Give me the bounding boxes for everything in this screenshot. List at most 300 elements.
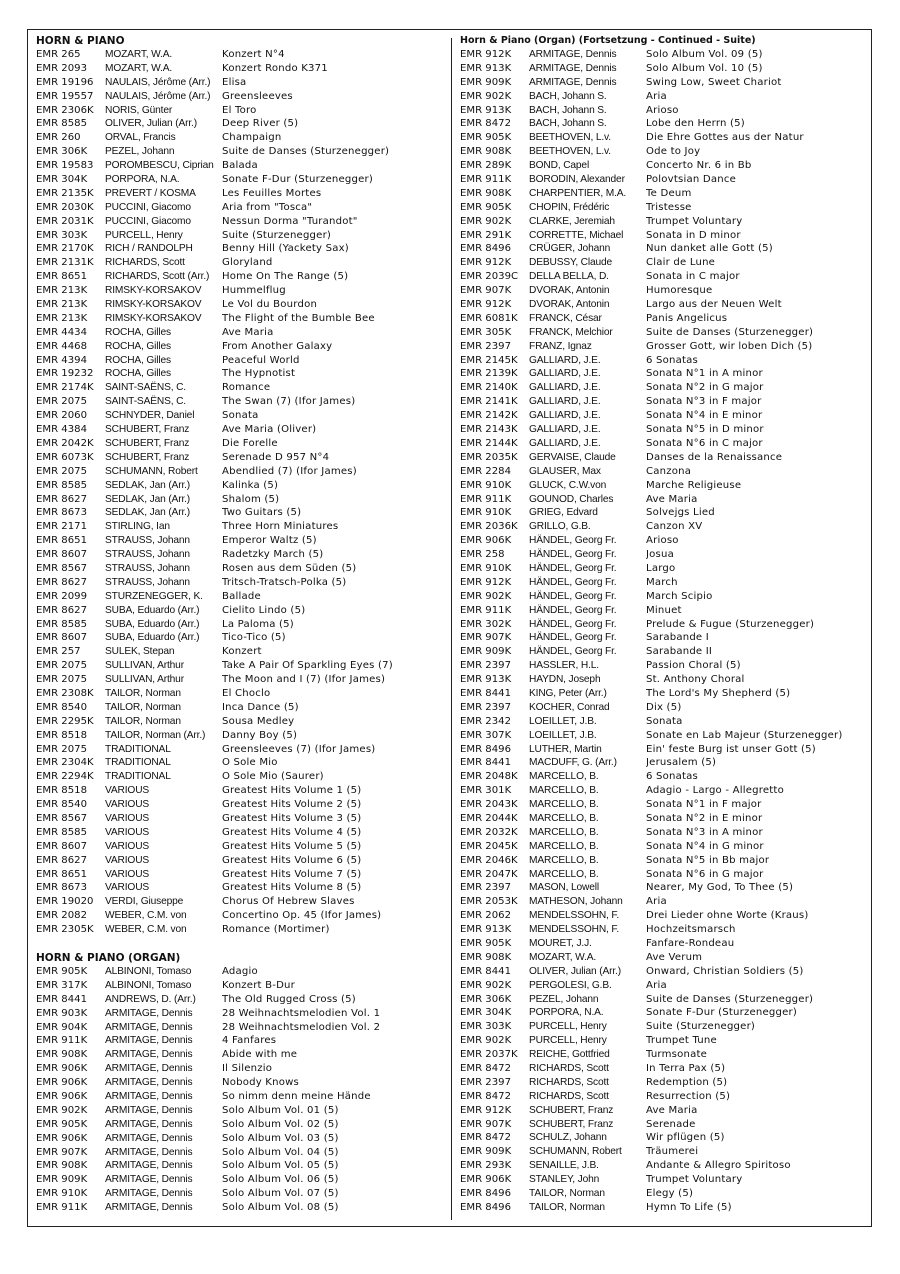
catalog-number: EMR 909K — [460, 646, 512, 658]
composer-name: SEDLAK, Jan (Arr.) — [105, 507, 191, 519]
catalog-number: EMR 2145K — [460, 354, 518, 366]
work-title: Champaign — [222, 132, 282, 144]
catalog-entry — [460, 1090, 868, 1104]
catalog-number: EMR 906K — [36, 1063, 88, 1075]
work-title: Solo Album Vol. 05 (5) — [222, 1160, 339, 1172]
composer-name: STURZENEGGER, K. — [105, 590, 203, 602]
work-title: 6 Sonatas — [646, 354, 698, 366]
work-title: Sonata N°4 in E minor — [646, 410, 763, 422]
composer-name: SCHUBERT, Franz — [105, 437, 190, 449]
composer-name: MARCELLO, B. — [529, 826, 599, 838]
composer-name: PREVERT / KOSMA — [105, 187, 196, 199]
composer-name: SCHUBERT, Franz — [105, 451, 190, 463]
catalog-number: EMR 911K — [36, 1035, 88, 1047]
catalog-entry — [460, 520, 868, 534]
composer-name: MENDELSSOHN, F. — [529, 910, 620, 922]
work-title: Die Forelle — [222, 437, 278, 449]
catalog-number: EMR 2139K — [460, 368, 518, 380]
composer-name: MOZART, W.A. — [105, 62, 173, 74]
composer-name: PURCELL, Henry — [529, 1035, 607, 1047]
catalog-entry — [36, 298, 444, 312]
work-title: Sonata N°6 in G major — [646, 868, 764, 880]
composer-name: STANLEY, John — [529, 1174, 600, 1186]
composer-name: CLARKE, Jeremiah — [529, 215, 615, 227]
composer-name: MARCELLO, B. — [529, 840, 599, 852]
work-title: The Moon and I (7) (Ifor James) — [222, 674, 386, 686]
composer-name: ARMITAGE, Dennis — [105, 1118, 193, 1130]
composer-name: HASSLER, H.L. — [529, 660, 599, 672]
catalog-number: EMR 2174K — [36, 382, 94, 394]
work-title: Three Horn Miniatures — [222, 521, 339, 533]
work-title: The Old Rugged Cross (5) — [222, 993, 356, 1005]
catalog-entry — [460, 1062, 868, 1076]
catalog-number: EMR 213K — [36, 299, 88, 311]
catalog-entry — [36, 326, 444, 340]
catalog-number: EMR 910K — [460, 479, 512, 491]
composer-name: OLIVER, Julian (Arr.) — [105, 118, 197, 130]
catalog-number: EMR 8567 — [36, 812, 87, 824]
work-title: The Hypnotist — [222, 368, 296, 380]
catalog-entry — [36, 117, 444, 131]
catalog-number: EMR 8607 — [36, 840, 87, 852]
catalog-entry — [460, 1034, 868, 1048]
catalog-entry — [460, 242, 868, 256]
catalog-entry — [460, 673, 868, 687]
composer-name: BACH, Johann S. — [529, 104, 607, 116]
work-title: Largo aus der Neuen Welt — [646, 299, 782, 311]
catalog-number: EMR 908K — [460, 146, 512, 158]
catalog-entry — [36, 812, 444, 826]
catalog-number: EMR 301K — [460, 785, 512, 797]
work-title: Panis Angelicus — [646, 312, 728, 324]
catalog-number: EMR 303K — [460, 1021, 512, 1033]
composer-name: VERDI, Giuseppe — [105, 896, 184, 908]
composer-name: VARIOUS — [105, 799, 150, 811]
catalog-entry — [460, 90, 868, 104]
catalog-entry — [460, 826, 868, 840]
catalog-number: EMR 317K — [36, 979, 88, 991]
catalog-number: EMR 2047K — [460, 868, 518, 880]
work-title: 4 Fanfares — [222, 1035, 277, 1047]
work-title: Abendlied (7) (Ifor James) — [222, 465, 357, 477]
section-heading-horn-piano: HORN & PIANO — [36, 35, 125, 47]
work-title: Peaceful World — [222, 354, 300, 366]
work-title: Onward, Christian Soldiers (5) — [646, 965, 804, 977]
catalog-number: EMR 8651 — [36, 535, 87, 547]
catalog-entry — [460, 631, 868, 645]
catalog-entry — [36, 437, 444, 451]
catalog-number: EMR 913K — [460, 104, 512, 116]
work-title: Andante & Allegro Spiritoso — [646, 1160, 791, 1172]
composer-name: ARMITAGE, Dennis — [105, 1104, 193, 1116]
catalog-number: EMR 8651 — [36, 868, 87, 880]
work-title: Radetzky March (5) — [222, 549, 324, 561]
catalog-entry — [460, 451, 868, 465]
work-title: Canzon XV — [646, 521, 703, 533]
catalog-entry — [36, 618, 444, 632]
composer-name: SAINT-SAËNS, C. — [105, 382, 186, 394]
catalog-number: EMR 2045K — [460, 840, 518, 852]
catalog-entry — [36, 173, 444, 187]
composer-name: ARMITAGE, Dennis — [105, 1035, 193, 1047]
composer-name: TAILOR, Norman — [105, 701, 181, 713]
catalog-number: EMR 910K — [460, 562, 512, 574]
composer-name: RICHARDS, Scott — [529, 1063, 609, 1075]
work-title: Serenade D 957 N°4 — [222, 451, 330, 463]
catalog-number: EMR 289K — [460, 160, 512, 172]
work-title: Aria — [646, 896, 667, 908]
catalog-entry — [460, 923, 868, 937]
composer-name: BEETHOVEN, L.v. — [529, 132, 611, 144]
composer-name: MACDUFF, G. (Arr.) — [529, 757, 617, 769]
catalog-number: EMR 258 — [460, 549, 505, 561]
catalog-entry — [460, 256, 868, 270]
catalog-entry — [460, 715, 868, 729]
work-title: Solo Album Vol. 04 (5) — [222, 1146, 339, 1158]
work-title: Shalom (5) — [222, 493, 280, 505]
catalog-entry — [460, 1201, 868, 1215]
composer-name: GRIEG, Edvard — [529, 507, 598, 519]
work-title: Marche Religieuse — [646, 479, 742, 491]
catalog-entry — [36, 1090, 444, 1104]
catalog-entry — [36, 854, 444, 868]
work-title: Ave Maria — [646, 1104, 698, 1116]
catalog-number: EMR 8540 — [36, 799, 87, 811]
catalog-entry — [36, 479, 444, 493]
catalog-number: EMR 2060 — [36, 410, 87, 422]
work-title: The Lord's My Shepherd (5) — [646, 687, 791, 699]
work-title: Nearer, My God, To Thee (5) — [646, 882, 794, 894]
work-title: Fanfare-Rondeau — [646, 938, 735, 949]
composer-name: HÄNDEL, Georg Fr. — [529, 646, 617, 658]
work-title: Sonata — [222, 410, 259, 422]
catalog-number: EMR 2032K — [460, 826, 518, 838]
catalog-number: EMR 908K — [460, 187, 512, 199]
composer-name: ARMITAGE, Dennis — [529, 49, 617, 60]
composer-name: LOEILLET, J.B. — [529, 715, 597, 727]
catalog-number: EMR 8472 — [460, 1132, 511, 1144]
catalog-number: EMR 8441 — [460, 757, 511, 769]
catalog-entry — [36, 340, 444, 354]
catalog-number: EMR 8651 — [36, 271, 87, 283]
catalog-number: EMR 2397 — [460, 340, 511, 352]
catalog-number: EMR 4468 — [36, 340, 87, 352]
composer-name: RICHARDS, Scott — [529, 1076, 609, 1088]
composer-name: STRAUSS, Johann — [105, 549, 190, 561]
catalog-number: EMR 8496 — [460, 1201, 511, 1213]
catalog-number: EMR 8518 — [36, 785, 87, 797]
work-title: Greatest Hits Volume 3 (5) — [222, 812, 362, 824]
composer-name: HAYDN, Joseph — [529, 674, 601, 686]
composer-name: HÄNDEL, Georg Fr. — [529, 549, 617, 561]
composer-name: BOND, Capel — [529, 160, 590, 172]
catalog-number: EMR 213K — [36, 285, 88, 297]
composer-name: FRANCK, César — [529, 312, 602, 324]
composer-name: CRÜGER, Johann — [529, 243, 611, 255]
catalog-entry — [460, 812, 868, 826]
work-title: Josua — [646, 549, 674, 561]
composer-name: ARMITAGE, Dennis — [105, 1188, 193, 1200]
catalog-entry — [460, 62, 868, 76]
catalog-number: EMR 913K — [460, 674, 512, 686]
catalog-number: EMR 2039C — [460, 271, 519, 283]
catalog-entry — [460, 1187, 868, 1201]
catalog-entry — [36, 979, 444, 993]
work-title: Trumpet Tune — [646, 1035, 717, 1047]
work-title: Sonata N°6 in C major — [646, 437, 763, 449]
catalog-number: EMR 902K — [460, 979, 512, 991]
catalog-entry — [36, 743, 444, 757]
composer-name: VARIOUS — [105, 826, 150, 838]
catalog-entry — [460, 298, 868, 312]
composer-name: ARMITAGE, Dennis — [105, 1021, 193, 1033]
work-title: Hochzeitsmarsch — [646, 924, 736, 936]
composer-name: VARIOUS — [105, 854, 150, 866]
catalog-entry — [460, 937, 868, 951]
composer-name: LUTHER, Martin — [529, 743, 602, 755]
catalog-entry — [36, 229, 444, 243]
catalog-number: EMR 2308K — [36, 687, 94, 699]
catalog-number: EMR 8540 — [36, 701, 87, 713]
catalog-number: EMR 912K — [460, 49, 512, 60]
work-title: Die Ehre Gottes aus der Natur — [646, 132, 804, 144]
catalog-number: EMR 8627 — [36, 604, 87, 616]
work-title: Sonata N°2 in G major — [646, 382, 764, 394]
catalog-number: EMR 303K — [36, 229, 88, 241]
catalog-entry — [36, 187, 444, 201]
catalog-entry — [460, 270, 868, 284]
work-title: Gloryland — [222, 257, 273, 269]
catalog-entry — [36, 673, 444, 687]
work-title: Sonata N°1 in A minor — [646, 368, 763, 380]
catalog-entry — [460, 993, 868, 1007]
work-title: El Toro — [222, 104, 257, 116]
catalog-entry — [460, 437, 868, 451]
work-title: Serenade — [646, 1118, 696, 1130]
catalog-number: EMR 912K — [460, 257, 512, 269]
composer-name: MENDELSSOHN, F. — [529, 924, 620, 936]
composer-name: TAILOR, Norman (Arr.) — [105, 729, 206, 741]
catalog-entry — [36, 1146, 444, 1160]
composer-name: GLUCK, C.W.von — [529, 479, 607, 491]
work-title: Solvejgs Lied — [646, 507, 715, 519]
composer-name: ARMITAGE, Dennis — [105, 1202, 193, 1214]
catalog-entry — [36, 145, 444, 159]
work-title: Nessun Dorma "Turandot" — [222, 215, 358, 227]
catalog-number: EMR 2036K — [460, 521, 518, 533]
catalog-number: EMR 2294K — [36, 771, 94, 783]
composer-name: TRADITIONAL — [105, 743, 171, 755]
catalog-number: EMR 2304K — [36, 757, 94, 769]
work-title: Minuet — [646, 604, 682, 616]
composer-name: MARCELLO, B. — [529, 799, 599, 811]
composer-name: SUBA, Eduardo (Arr.) — [105, 618, 200, 630]
catalog-number: EMR 910K — [460, 507, 512, 519]
work-title: Hummelflug — [222, 285, 286, 297]
composer-name: PURCELL, Henry — [529, 1021, 607, 1033]
catalog-entry — [36, 1007, 444, 1021]
catalog-number: EMR 913K — [460, 62, 512, 74]
composer-name: VARIOUS — [105, 868, 150, 880]
work-title: Sonata N°3 in A minor — [646, 826, 763, 838]
catalog-number: EMR 19232 — [36, 368, 94, 380]
catalog-number: EMR 2135K — [36, 187, 94, 199]
work-title: Greatest Hits Volume 5 (5) — [222, 840, 362, 852]
work-title: Solo Album Vol. 08 (5) — [222, 1202, 339, 1214]
composer-name: SCHULZ, Johann — [529, 1132, 607, 1144]
catalog-number: EMR 2037K — [460, 1049, 518, 1061]
work-title: Drei Lieder ohne Worte (Kraus) — [646, 910, 809, 922]
catalog-entry — [36, 381, 444, 395]
work-title: La Paloma (5) — [222, 618, 294, 630]
catalog-entry — [460, 187, 868, 201]
composer-name: SENAILLE, J.B. — [529, 1160, 599, 1172]
catalog-entry — [460, 562, 868, 576]
catalog-entry — [36, 770, 444, 784]
work-title: Redemption (5) — [646, 1076, 728, 1088]
catalog-number: EMR 2044K — [460, 812, 518, 824]
catalog-entry — [36, 1048, 444, 1062]
catalog-number: EMR 2144K — [460, 437, 518, 449]
work-title: Hymn To Life (5) — [646, 1201, 732, 1213]
catalog-number: EMR 2141K — [460, 396, 518, 408]
catalog-number: EMR 2142K — [460, 410, 518, 422]
catalog-number: EMR 905K — [36, 1118, 88, 1130]
composer-name: RICHARDS, Scott — [529, 1090, 609, 1102]
composer-name: PERGOLESI, G.B. — [529, 979, 612, 991]
catalog-number: EMR 907K — [460, 1118, 512, 1130]
catalog-entry — [36, 215, 444, 229]
work-title: Solo Album Vol. 03 (5) — [222, 1132, 339, 1144]
work-title: Humoresque — [646, 285, 713, 297]
composer-name: ALBINONI, Tomaso — [105, 966, 192, 977]
catalog-entry — [36, 881, 444, 895]
catalog-entry — [36, 798, 444, 812]
composer-name: BORODIN, Alexander — [529, 174, 625, 186]
composer-name: GERVAISE, Claude — [529, 451, 616, 463]
composer-name: TAILOR, Norman — [105, 715, 181, 727]
composer-name: DELLA BELLA, D. — [529, 271, 609, 283]
catalog-entry — [460, 590, 868, 604]
catalog-number: EMR 2075 — [36, 396, 87, 408]
work-title: Ballade — [222, 590, 261, 602]
composer-name: GOUNOD, Charles — [529, 493, 614, 505]
composer-name: SCHUBERT, Franz — [105, 424, 190, 436]
catalog-number: EMR 911K — [36, 1202, 88, 1214]
catalog-entry — [36, 312, 444, 326]
column-divider — [451, 38, 452, 1220]
catalog-number: EMR 905K — [460, 938, 512, 949]
composer-name: SULLIVAN, Arthur — [105, 674, 184, 686]
work-title: Aria — [646, 979, 667, 991]
composer-name: HÄNDEL, Georg Fr. — [529, 576, 617, 588]
composer-name: MARCELLO, B. — [529, 854, 599, 866]
catalog-number: EMR 8472 — [460, 118, 511, 130]
work-title: Tristesse — [646, 201, 692, 213]
work-title: Greatest Hits Volume 1 (5) — [222, 785, 362, 797]
composer-name: RICHARDS, Scott — [105, 257, 185, 269]
catalog-number: EMR 902K — [460, 215, 512, 227]
composer-name: ARMITAGE, Dennis — [105, 1174, 193, 1186]
work-title: Jerusalem (5) — [646, 757, 717, 769]
catalog-entry — [36, 493, 444, 507]
work-title: Suite de Danses (Sturzenegger) — [646, 326, 814, 338]
catalog-entry — [460, 381, 868, 395]
catalog-entry — [36, 909, 444, 923]
catalog-number: EMR 19557 — [36, 90, 94, 102]
catalog-number: EMR 907K — [460, 632, 512, 644]
work-title: Greensleeves (7) (Ifor James) — [222, 743, 376, 755]
catalog-number: EMR 2043K — [460, 799, 518, 811]
catalog-number: EMR 8441 — [460, 687, 511, 699]
catalog-number: EMR 2093 — [36, 62, 87, 74]
composer-name: VARIOUS — [105, 785, 150, 797]
work-title: Romance — [222, 382, 271, 394]
composer-name: HÄNDEL, Georg Fr. — [529, 618, 617, 630]
composer-name: CHOPIN, Frédéric — [529, 201, 610, 213]
catalog-number: EMR 902K — [460, 90, 512, 102]
work-title: Greatest Hits Volume 4 (5) — [222, 826, 362, 838]
catalog-number: EMR 8472 — [460, 1090, 511, 1102]
work-title: Sonata N°5 in Bb major — [646, 854, 770, 866]
work-title: 6 Sonatas — [646, 771, 698, 783]
composer-name: SCHUMANN, Robert — [105, 465, 198, 477]
composer-name: BACH, Johann S. — [529, 90, 607, 102]
composer-name: RICH / RANDOLPH — [105, 243, 193, 255]
catalog-number: EMR 8673 — [36, 882, 87, 894]
catalog-entry — [36, 1132, 444, 1146]
composer-name: SUBA, Eduardo (Arr.) — [105, 604, 200, 616]
catalog-number: EMR 4394 — [36, 354, 87, 366]
composer-name: STIRLING, Ian — [105, 521, 170, 533]
catalog-number: EMR 2397 — [460, 882, 511, 894]
catalog-entry — [36, 159, 444, 173]
composer-name: BEETHOVEN, L.v. — [529, 146, 611, 158]
catalog-number: EMR 909K — [460, 76, 512, 88]
composer-name: GRILLO, G.B. — [529, 521, 591, 533]
composer-name: ARMITAGE, Dennis — [105, 1063, 193, 1075]
catalog-number: EMR 2306K — [36, 104, 94, 116]
catalog-entry — [36, 1173, 444, 1187]
work-title: In Terra Pax (5) — [646, 1063, 726, 1075]
work-title: 28 Weihnachtsmelodien Vol. 2 — [222, 1021, 381, 1033]
catalog-number: EMR 8496 — [460, 743, 511, 755]
catalog-entry — [460, 1048, 868, 1062]
catalog-entry — [460, 145, 868, 159]
catalog-entry — [36, 367, 444, 381]
catalog-entry — [460, 1145, 868, 1159]
catalog-entry — [460, 951, 868, 965]
work-title: Ode to Joy — [646, 146, 701, 158]
catalog-number: EMR 8441 — [460, 965, 511, 977]
section-gap — [36, 937, 444, 951]
catalog-number: EMR 291K — [460, 229, 512, 241]
work-title: Solo Album Vol. 06 (5) — [222, 1174, 339, 1186]
work-title: Le Vol du Bourdon — [222, 299, 318, 311]
work-title: Elisa — [222, 76, 247, 88]
catalog-entry — [36, 548, 444, 562]
horn-piano-list — [36, 48, 444, 937]
composer-name: NAULAIS, Jérôme (Arr.) — [105, 76, 211, 88]
catalog-number: EMR 913K — [460, 924, 512, 936]
catalog-entry — [36, 604, 444, 618]
work-title: Dix (5) — [646, 701, 682, 713]
catalog-number: EMR 8518 — [36, 729, 87, 741]
catalog-entry — [460, 465, 868, 479]
work-title: Sonata N°2 in E minor — [646, 812, 763, 824]
composer-name: WEBER, C.M. von — [105, 910, 187, 922]
catalog-number: EMR 2075 — [36, 465, 87, 477]
